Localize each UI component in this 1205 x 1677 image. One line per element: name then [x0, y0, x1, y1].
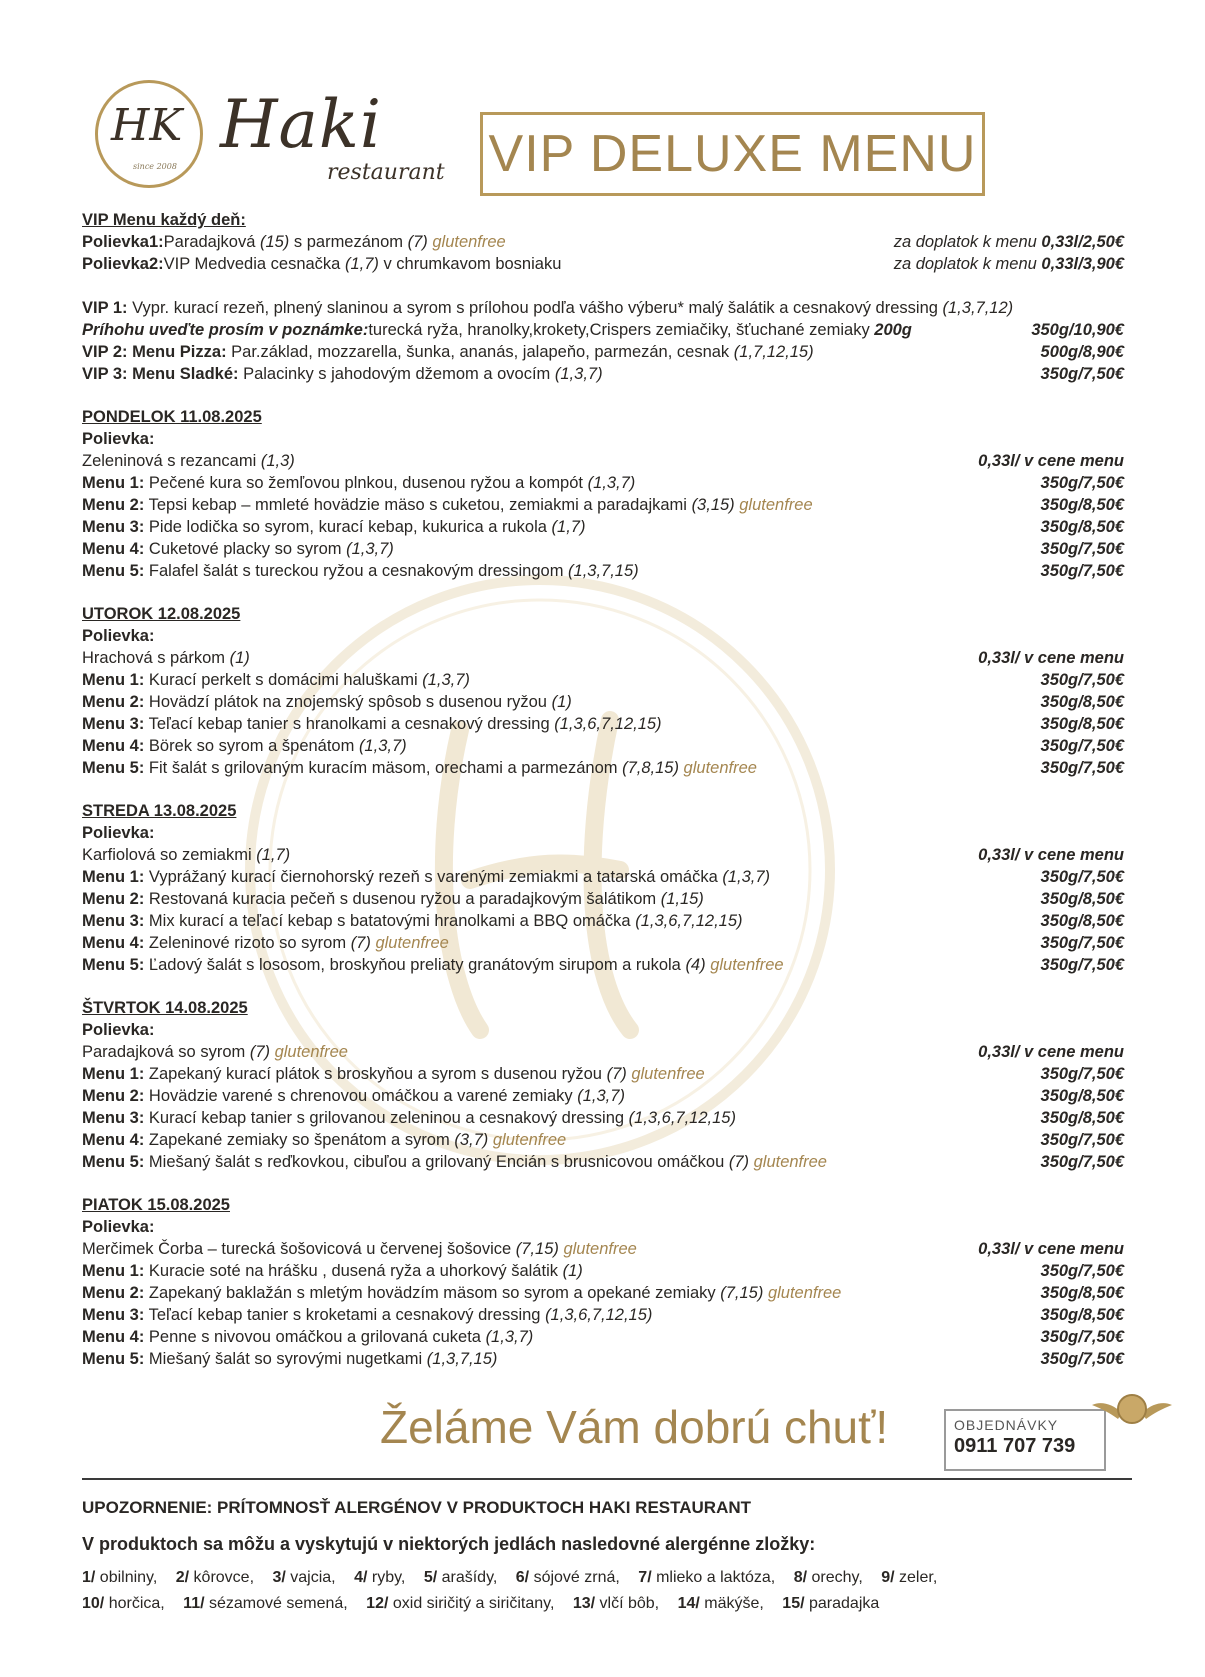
price: 350g/8,50€ — [1040, 1284, 1124, 1302]
price: 350g/7,50€ — [1040, 671, 1124, 689]
allergen-item: 13/ vlčí bôb, — [572, 1595, 660, 1612]
price: 350g/8,50€ — [1040, 1109, 1124, 1127]
menu-item: Menu 4: Börek so syrom a špenátom (1,3,7) 350g/7,50€ — [82, 737, 1124, 755]
soup-row: Merčimek Čorba – turecká šošovicová u červenej šošovice (7,15) glutenfree 0,33l/ v cene menu — [82, 1240, 1124, 1258]
allergen-item: 8/ orechy, — [793, 1569, 863, 1586]
allergen-list — [82, 1565, 1122, 1617]
menu-title: VIP DELUXE MENU — [488, 125, 977, 183]
restaurant-logo — [95, 80, 445, 200]
price: 350g/7,50€ — [1040, 1065, 1124, 1083]
vip-1: VIP 1: Vypr. kurací rezeň, plnený slaninou a syrom s prílohou podľa vášho výberu* malý šalátik a cesnakový dressing (1,3,7,12) — [82, 299, 1014, 317]
menu-item: Menu 2: Zapekaný baklažán s mletým hovädzím mäsom so syrom a opekané zemiaky (7,15) glutenfree 350g/8,50€ — [82, 1284, 1124, 1302]
logo-wordmark: Haki — [220, 86, 383, 163]
soup-label: Polievka: — [82, 824, 155, 842]
menu-item: Menu 1: Kurací perkelt s domácimi haluškami (1,3,7) 350g/7,50€ — [82, 671, 1124, 689]
day-title: ŠTVRTOK 14.08.2025 — [82, 999, 248, 1017]
price: za doplatok k menu 0,33l/2,50€ — [893, 233, 1124, 251]
soup-label: Polievka: — [82, 430, 155, 448]
soup-row: Hrachová s párkom (1) 0,33l/ v cene menu — [82, 649, 1124, 667]
menu-item: Menu 4: Zapekané zemiaky so špenátom a syrom (3,7) glutenfree 350g/7,50€ — [82, 1131, 1124, 1149]
allergen-item: 12/ oxid siričitý a siričitany, — [366, 1595, 555, 1612]
menu-item: Menu 3: Teľací kebap tanier s kroketami a cesnakový dressing (1,3,6,7,12,15) 350g/8,50€ — [82, 1306, 1124, 1324]
soup-label: Polievka: — [82, 1021, 155, 1039]
menu-item: Menu 3: Kurací kebap tanier s grilovanou zeleninou a cesnakový dressing (1,3,6,7,12,15) 350g/8,50€ — [82, 1109, 1124, 1127]
day-title: STREDA 13.08.2025 — [82, 802, 237, 820]
menu-item: Menu 5: Ľadový šalát s lososom, broskyňou preliaty granátovým sirupom a rukola (4) glutenfree 350g/7,50€ — [82, 956, 1124, 974]
menu-title-box — [480, 112, 985, 196]
price: 0,33l/ v cene menu — [978, 649, 1124, 667]
price: 350g/8,50€ — [1040, 496, 1124, 514]
allergen-item: 4/ ryby, — [354, 1569, 406, 1586]
allergen-item: 2/ kôrovce, — [175, 1569, 255, 1586]
menu-item: Menu 3: Teľací kebap tanier s hranolkami a cesnakový dressing (1,3,6,7,12,15) 350g/8,50€ — [82, 715, 1124, 733]
price: 0,33l/ v cene menu — [978, 1240, 1124, 1258]
allergen-warning: UPOZORNENIE: PRÍTOMNOSŤ ALERGÉNOV V PRODUKTOCH HAKI RESTAURANT — [82, 1498, 752, 1517]
price: 350g/7,50€ — [1040, 1131, 1124, 1149]
allergen-item: 1/ obilniny, — [82, 1569, 158, 1586]
menu-item: Menu 4: Cuketové placky so syrom (1,3,7) 350g/7,50€ — [82, 540, 1124, 558]
price: 350g/7,50€ — [1040, 1262, 1124, 1280]
day-title: PONDELOK 11.08.2025 — [82, 408, 262, 426]
soup-row: Zeleninová s rezancami (1,3) 0,33l/ v cene menu — [82, 452, 1124, 470]
menu-item: Menu 2: Restovaná kuracia pečeň s dusenou ryžou a paradajkovým šalátikom (1,15) 350g/8,50€ — [82, 890, 1124, 908]
soup-row: Karfiolová so zemiakmi (1,7) 0,33l/ v cene menu — [82, 846, 1124, 864]
menu-item: Menu 3: Pide lodička so syrom, kurací kebap, kukurica a rukola (1,7) 350g/8,50€ — [82, 518, 1124, 536]
price: 350g/7,50€ — [1040, 1153, 1124, 1171]
menu-item: Menu 1: Kuracie soté na hrášku , dusená ryža a uhorkový šalátik (1) 350g/7,50€ — [82, 1262, 1124, 1280]
price: 350g/8,50€ — [1040, 912, 1124, 930]
menu-item: Menu 4: Zeleninové rizoto so syrom (7) glutenfree 350g/7,50€ — [82, 934, 1124, 952]
price: 0,33l/ v cene menu — [978, 1043, 1124, 1061]
menu-item: Menu 3: Mix kurací a teľací kebap s batatovými hranolkami a BBQ omáčka (1,3,6,7,12,15) 350g/8,50€ — [82, 912, 1124, 930]
allergen-item: 15/ paradajka — [782, 1595, 880, 1612]
winged-badge-icon — [1092, 1383, 1172, 1433]
menu-item: Menu 1: Zapekaný kurací plátok s broskyňou a syrom s dusenou ryžou (7) glutenfree 350g/7,50€ — [82, 1065, 1124, 1083]
price: 350g/7,50€ — [1040, 1350, 1124, 1368]
allergen-item: 10/ horčica, — [82, 1595, 165, 1612]
vip-2: VIP 2: Menu Pizza: Par.základ, mozzarella, šunka, ananás, jalapeňo, parmezán, cesnak (1,7,12,15) 500g/8,90€ — [82, 343, 1124, 361]
menu-item: Menu 2: Hovädzí plátok na znojemský spôsob s dusenou ryžou (1) 350g/8,50€ — [82, 693, 1124, 711]
allergen-item: 14/ mäkýše, — [677, 1595, 764, 1612]
day-title: PIATOK 15.08.2025 — [82, 1196, 230, 1214]
vip-3: VIP 3: Menu Sladké: Palacinky s jahodovým džemom a ovocím (1,3,7) 350g/7,50€ — [82, 365, 1124, 383]
price: 0,33l/ v cene menu — [978, 452, 1124, 470]
price: 350g/8,50€ — [1040, 518, 1124, 536]
logo-subtitle: restaurant — [327, 160, 445, 185]
soup-label: Polievka: — [82, 1218, 155, 1236]
price: 350g/7,50€ — [1040, 868, 1124, 886]
vip-side-note: Príhohu uveďte prosím v poznámke:turecká ryža, hranolky,krokety,Crispers zemiačiky, šťuchané zemiaky 200g 350g/10,90€ — [82, 321, 1124, 339]
allergen-item: 11/ sézamové semená, — [183, 1595, 348, 1612]
logo-since: since 2008 — [133, 162, 177, 171]
price: 350g/7,50€ — [1040, 956, 1124, 974]
allergen-item: 5/ arašídy, — [423, 1569, 498, 1586]
order-phone-box[interactable] — [944, 1409, 1106, 1471]
price: 350g/7,50€ — [1040, 562, 1124, 580]
order-label: OBJEDNÁVKY — [954, 1417, 1059, 1433]
price: 350g/8,50€ — [1040, 693, 1124, 711]
menu-item: Menu 5: Miešaný šalát s reďkovkou, cibuľou a grilovaný Encián s brusnicovou omáčkou (7) glutenfree 350g/7,50€ — [82, 1153, 1124, 1171]
price: 0,33l/ v cene menu — [978, 846, 1124, 864]
vip-soup-2: Polievka2:VIP Medvedia cesnačka (1,7) v chrumkavom bosniaku za doplatok k menu 0,33l/3,90€ — [82, 255, 1124, 273]
price: 350g/7,50€ — [1040, 934, 1124, 952]
allergen-item: 9/ zeler, — [881, 1569, 938, 1586]
logo-monogram: HK — [111, 100, 183, 151]
price: 350g/7,50€ — [1040, 759, 1124, 777]
vip-heading: VIP Menu každý deň: — [82, 211, 246, 229]
allergen-title: V produktoch sa môžu a vyskytujú v niektorých jedlách nasledovné alergénne zložky: — [82, 1534, 816, 1554]
price: 350g/7,50€ — [1040, 365, 1124, 383]
price: 350g/10,90€ — [1031, 321, 1124, 339]
price: 350g/8,50€ — [1040, 1306, 1124, 1324]
vip-soup-1: Polievka1:Paradajková (15) s parmezánom (7) glutenfree za doplatok k menu 0,33l/2,50€ — [82, 233, 1124, 251]
order-phone[interactable]: 0911 707 739 — [954, 1435, 1076, 1457]
menu-item: Menu 1: Vyprážaný kurací čiernohorský rezeň s varenými zemiakmi a tatarská omáčka (1,3,7) 350g/7,50€ — [82, 868, 1124, 886]
soup-row: Paradajková so syrom (7) glutenfree 0,33l/ v cene menu — [82, 1043, 1124, 1061]
price: 350g/7,50€ — [1040, 474, 1124, 492]
bon-appetit-text: Želáme Vám dobrú chuť! — [380, 1401, 889, 1453]
price: 350g/7,50€ — [1040, 540, 1124, 558]
price: za doplatok k menu 0,33l/3,90€ — [893, 255, 1124, 273]
menu-item: Menu 1: Pečené kura so žemľovou plnkou, dusenou ryžou a kompót (1,3,7) 350g/7,50€ — [82, 474, 1124, 492]
soup-label: Polievka: — [82, 627, 155, 645]
menu-item: Menu 5: Miešaný šalát so syrovými nugetkami (1,3,7,15) 350g/7,50€ — [82, 1350, 1124, 1368]
menu-item: Menu 4: Penne s nivovou omáčkou a grilovaná cuketa (1,3,7) 350g/7,50€ — [82, 1328, 1124, 1346]
footer-divider — [82, 1478, 1132, 1480]
price: 350g/8,50€ — [1040, 890, 1124, 908]
price: 500g/8,90€ — [1040, 343, 1124, 361]
menu-item: Menu 2: Hovädzie varené s chrenovou omáčkou a varené zemiaky (1,3,7) 350g/8,50€ — [82, 1087, 1124, 1105]
menu-item: Menu 5: Falafel šalát s tureckou ryžou a cesnakovým dressingom (1,3,7,15) 350g/7,50€ — [82, 562, 1124, 580]
price: 350g/7,50€ — [1040, 1328, 1124, 1346]
menu-item: Menu 5: Fit šalát s grilovaným kuracím mäsom, orechami a parmezánom (7,8,15) glutenfree 350g/7,50€ — [82, 759, 1124, 777]
allergen-item: 3/ vajcia, — [272, 1569, 336, 1586]
day-title: UTOROK 12.08.2025 — [82, 605, 241, 623]
menu-item: Menu 2: Tepsi kebap – mmleté hovädzie mäso s cuketou, zemiakmi a paradajkami (3,15) glutenfree 350g/8,50€ — [82, 496, 1124, 514]
allergen-item: 7/ mlieko a laktóza, — [638, 1569, 776, 1586]
price: 350g/8,50€ — [1040, 715, 1124, 733]
allergen-item: 6/ sójové zrná, — [515, 1569, 620, 1586]
price: 350g/7,50€ — [1040, 737, 1124, 755]
price: 350g/8,50€ — [1040, 1087, 1124, 1105]
